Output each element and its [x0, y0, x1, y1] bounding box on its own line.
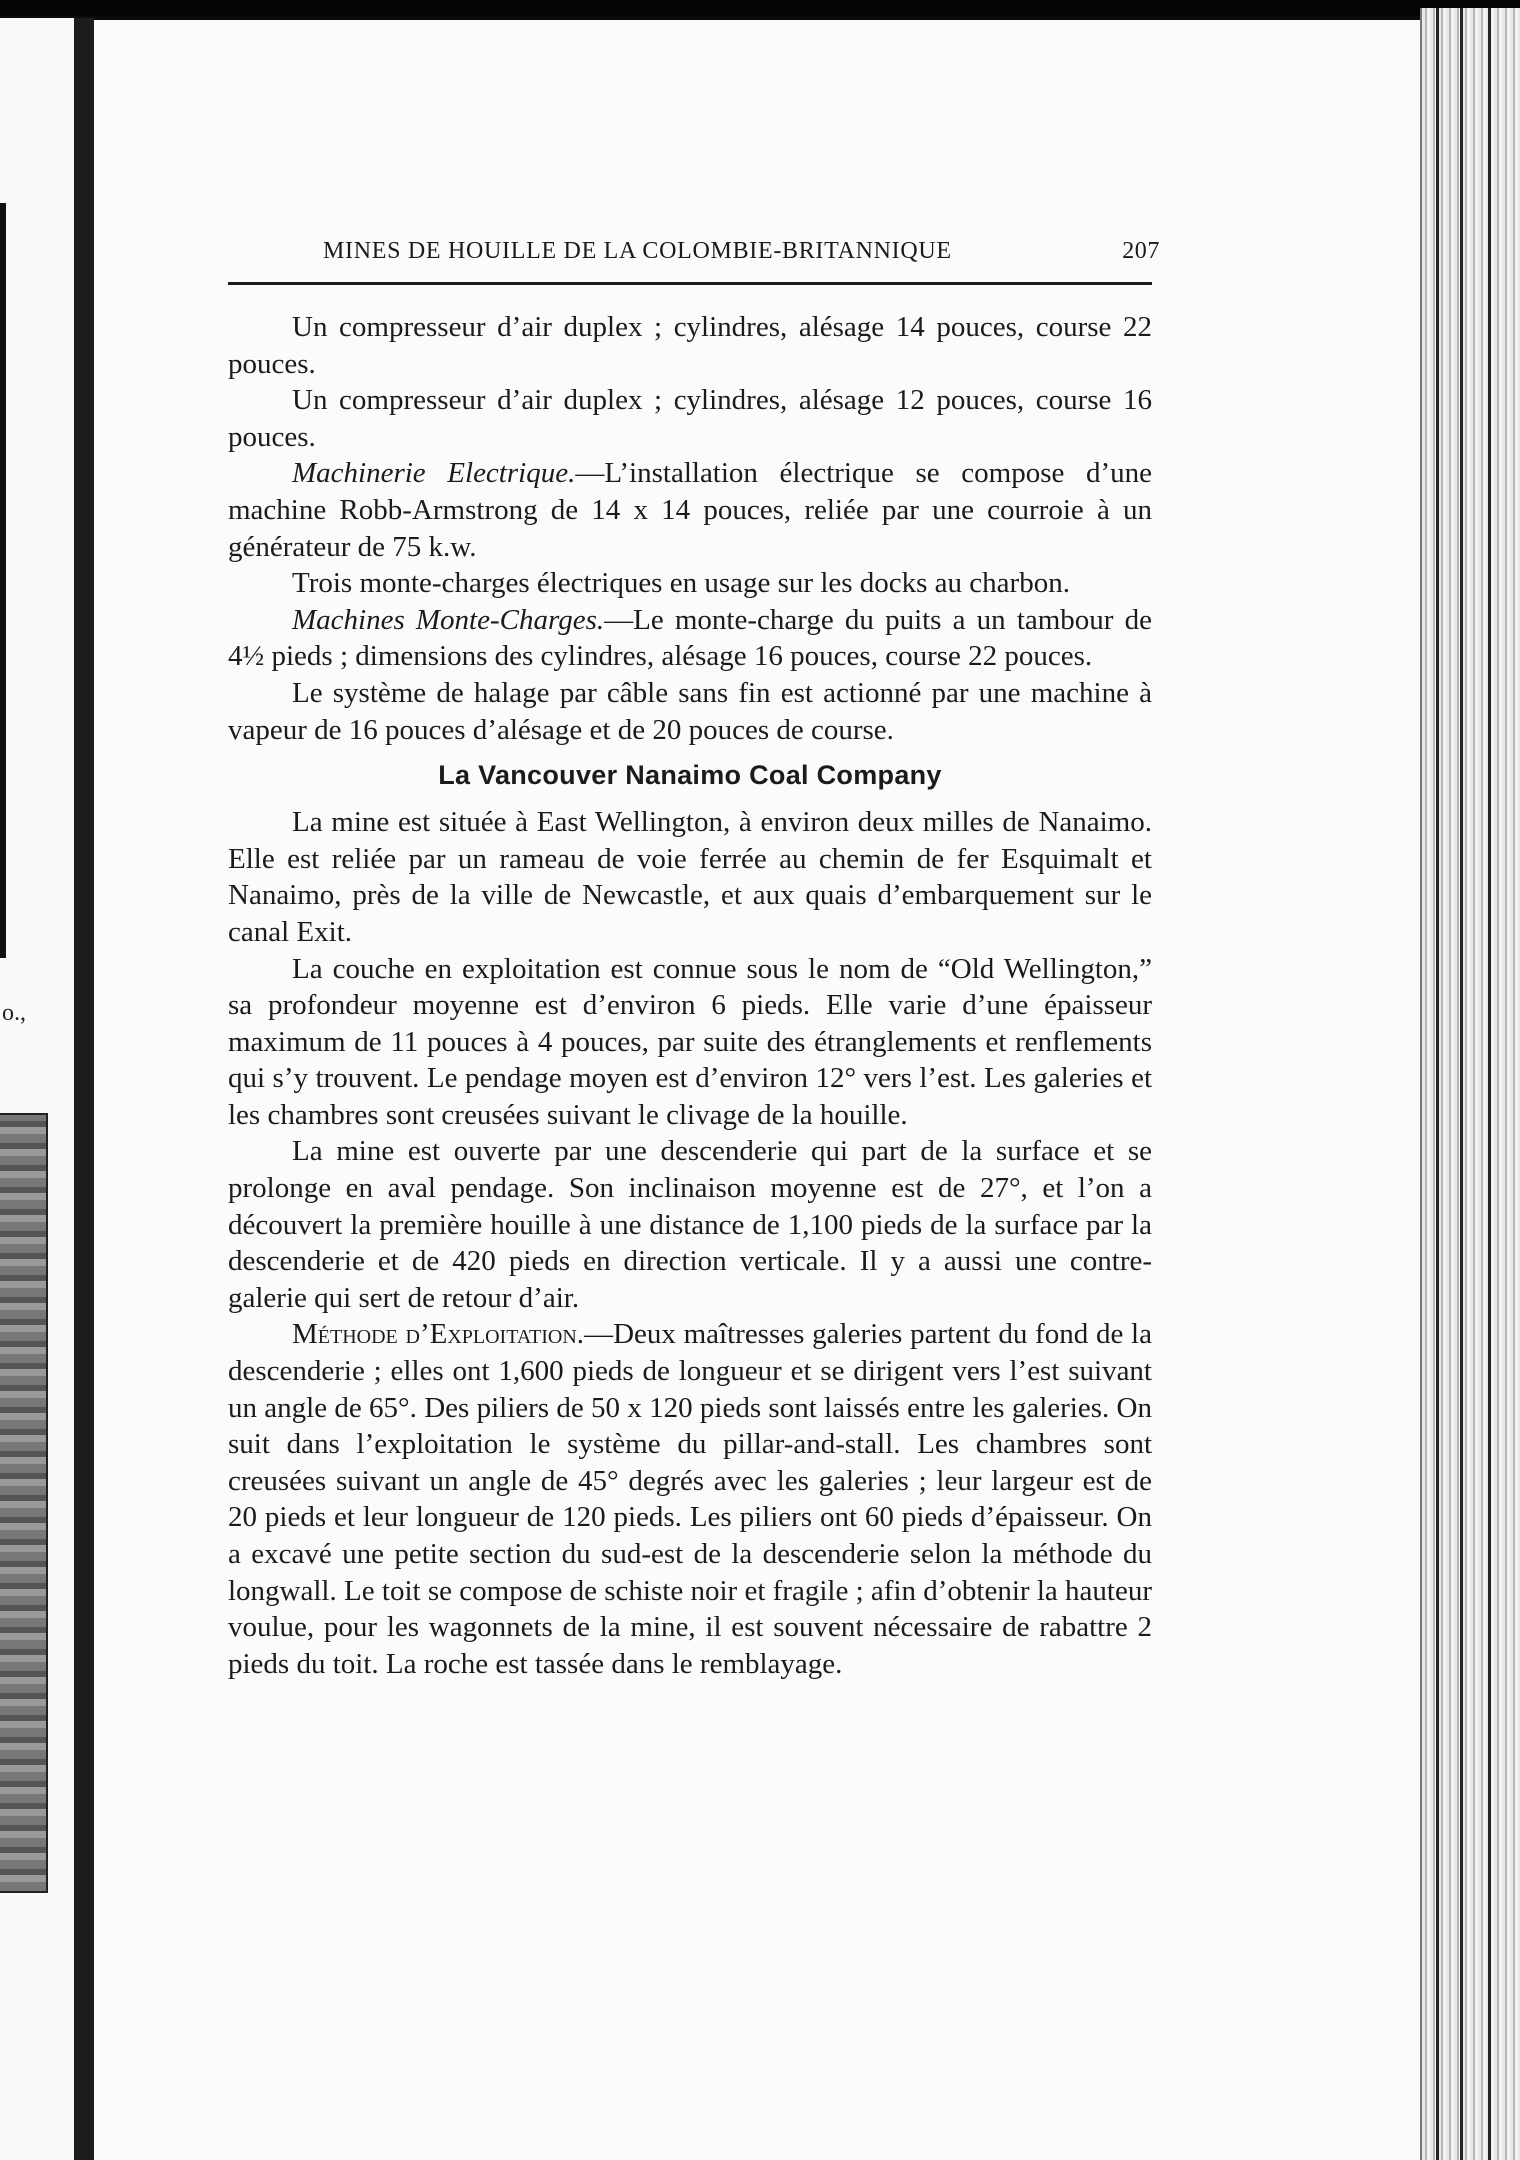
facing-page-rule	[0, 203, 6, 958]
page-stack-edge	[1420, 8, 1520, 2160]
page-stack-line	[1436, 8, 1439, 2160]
page-number: 207	[1122, 238, 1160, 264]
paragraph-lead: Machines Monte-Charges.	[292, 603, 605, 636]
book-gutter	[74, 18, 94, 2160]
facing-page-text-fragment: o.,	[2, 1000, 26, 1026]
paragraph-slope: La mine est ouverte par une descenderie qui part de la surface et se prolonge en aval pendage. Son inclinaison moyenne est de 27°, et l’on a découvert la première houille à une distance de 1,100 pieds de la surface par la descenderie et de 420 pieds en direction verticale. Il y a aussi une contre-galerie qui sert de retour d’air.	[228, 1135, 1152, 1314]
page-stack-line	[1460, 8, 1463, 2160]
running-title: MINES DE HOUILLE DE LA COLOMBIE-BRITANNIQUE	[323, 238, 952, 264]
header-rule	[228, 282, 1152, 285]
paragraph-mining-method	[228, 1316, 1152, 1682]
paragraph-compressor-1: Un compresseur d’air duplex ; cylindres, alésage 14 pouces, course 22 pouces.	[228, 311, 1152, 380]
paragraph-text: —L’installation électrique se compose d’une machine Robb-Armstrong de 14 x 14 pouces, reliée par une courroie à un générateur de 75 k.w.	[228, 457, 1152, 563]
page-stack-line	[1488, 8, 1491, 2160]
scan-top-border	[0, 0, 1520, 16]
facing-page-edge	[0, 18, 77, 2160]
paragraph-text: —Le monte-charge du puits a un tambour de 4½ pieds ; dimensions des cylindres, alésage 16 pouces, course 22 pouces.	[228, 603, 1152, 673]
paragraph-text-tail: Le toit se compose de schiste noir et fragile ; afin d’obtenir la hauteur voulue, pour les wagonnets de la mine, il est souvent nécessaire de rabattre 2 pieds du toit. La roche est tassée dans le remblayage.	[228, 1574, 1153, 1680]
paragraph-mine-location: La mine est située à East Wellington, à environ deux milles de Nanaimo. Elle est reliée par un rameau de voie ferrée au chemin de fer Esquimalt et Nanaimo, près de la ville de Newcastle, et aux quais d’embarquement sur le canal Exit.	[228, 806, 1152, 948]
section-heading: La Vancouver Nanaimo Coal Company	[438, 760, 942, 791]
paragraph-compressor-2: Un compresseur d’air duplex ; cylindres, alésage 12 pouces, course 16 pouces.	[228, 384, 1152, 453]
paragraph-electrical-machinery	[228, 455, 1152, 565]
paragraph-lead: Méthode d’Exploitation.	[292, 1318, 585, 1351]
page-body	[228, 309, 1152, 1682]
paragraph-haulage-system: Le système de halage par câble sans fin est actionné par une machine à vapeur de 16 pouces d’alésage et de 20 pouces de course.	[228, 676, 1152, 746]
running-header	[228, 238, 1160, 278]
paragraph-lead: Machinerie Electrique.	[292, 457, 576, 490]
facing-page-photo-edge	[0, 1113, 48, 1893]
paragraph-electric-hoists: Trois monte-charges électriques en usage sur les docks au charbon.	[292, 567, 1070, 600]
paragraph-text: —Deux maîtresses galeries partent du fond de la descenderie ; elles ont 1,600 pieds de longueur et se dirigent vers l’est suivant un angle de 65°. Des piliers de 50 x 120 pieds sont laissés entre les galeries. On suit dans l’exploitation le système du pillar-and-stall. Les chambres sont creusées suivant un angle de 45° degrés avec les galeries ; leur largeur est de 20 pieds et leur longueur de 120 pieds. Les piliers ont 60 pieds d’épaisseur. On a excavé une petite section du sud-est de la descenderie selon la méthode du longwall.	[228, 1318, 1152, 1607]
paragraph-hoisting-machines	[228, 602, 1152, 675]
paragraph-seam: La couche en exploitation est connue sous le nom de “Old Wellington,” sa profondeur moyenne est d’environ 6 pieds. Elle varie d’une épaisseur maximum de 11 pouces à 4 pouces, par suite des étranglements et renflements qui s’y trouvent. Le pendage moyen est d’environ 12° vers l’est. Les galeries et les chambres sont creusées suivant le clivage de la houille.	[228, 952, 1152, 1131]
